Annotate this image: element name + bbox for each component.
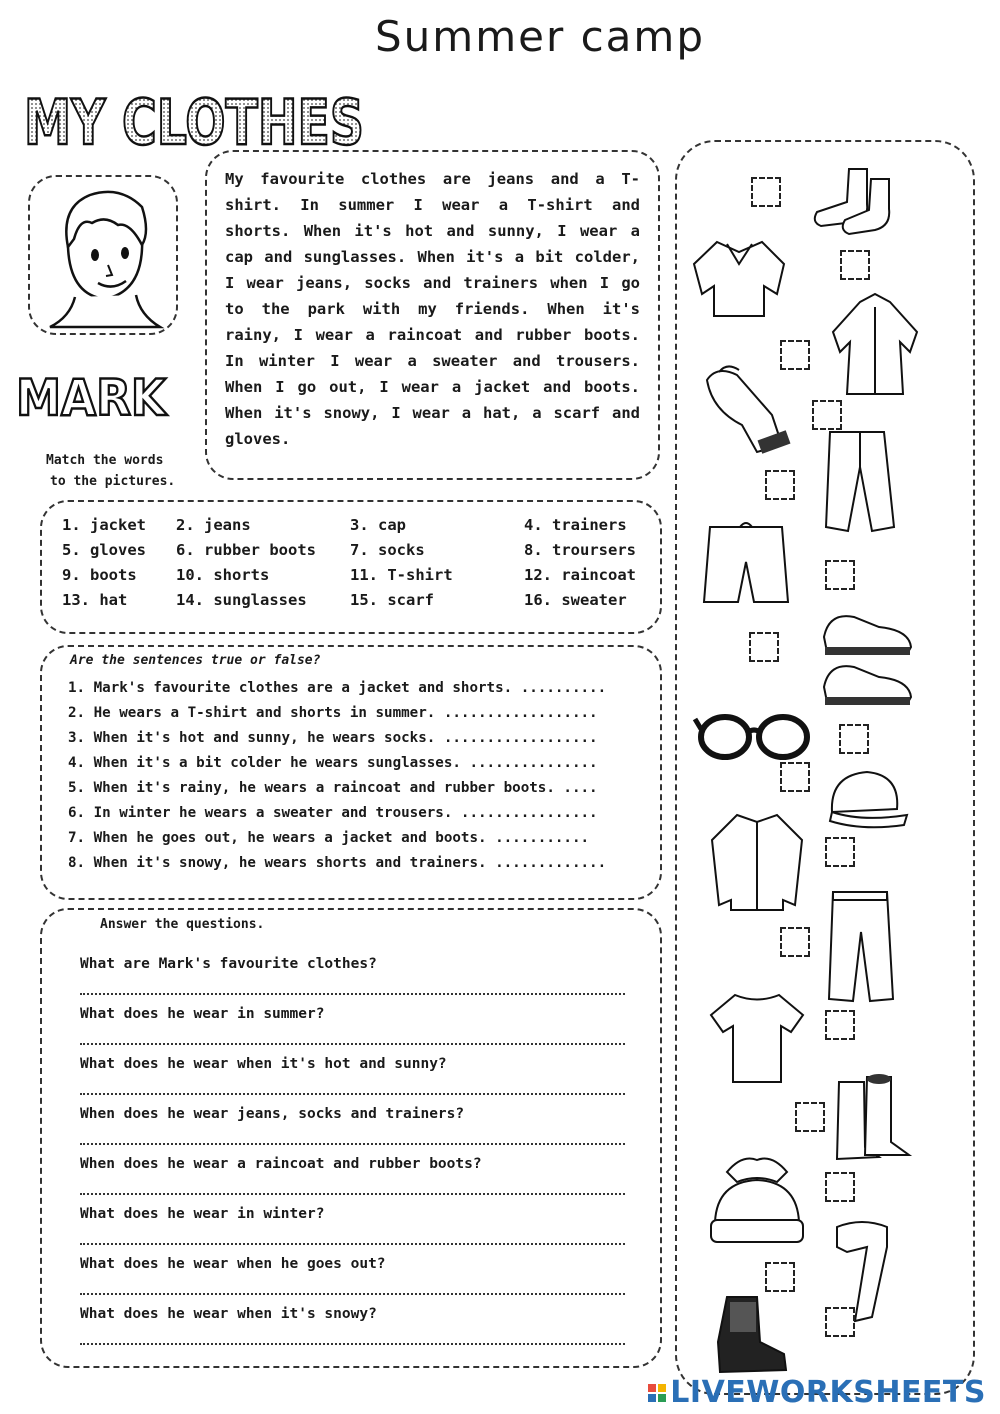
true-false-item[interactable]: 7. When he goes out, he wears a jacket and boots. ...........: [68, 830, 590, 846]
jacket-icon: [707, 810, 807, 915]
true-false-item[interactable]: 4. When it's a bit colder he wears sunglasses. ...............: [68, 755, 598, 771]
boy-portrait: [30, 177, 176, 333]
portrait-frame: [28, 175, 178, 335]
question: What does he wear when it's snowy?: [80, 1306, 377, 1322]
question: What does he wear in summer?: [80, 1006, 325, 1022]
logo-text: LIVEWORKSHEETS: [670, 1375, 986, 1410]
questions-section: [40, 908, 662, 1368]
answer-box[interactable]: [751, 177, 781, 207]
hat-icon: [707, 1152, 807, 1252]
pictures-panel: [675, 140, 975, 1395]
answer-line[interactable]: [80, 1093, 625, 1095]
instruction-line: to the pictures.: [50, 474, 176, 489]
worksheet-heading: [22, 82, 372, 157]
word-item: 7. socks: [350, 541, 425, 559]
true-false-item[interactable]: 3. When it's hot and sunny, he wears socks. ..................: [68, 730, 598, 746]
answer-box[interactable]: [780, 927, 810, 957]
question: When does he wear jeans, socks and trainers?: [80, 1106, 465, 1122]
answer-line[interactable]: [80, 1043, 625, 1045]
page-title: Summer camp: [375, 12, 705, 61]
true-false-item[interactable]: 5. When it's rainy, he wears a raincoat and rubber boots. ....: [68, 780, 598, 796]
name-text: MARK: [16, 369, 169, 427]
answer-box[interactable]: [825, 560, 855, 590]
trousers-icon: [825, 887, 900, 1007]
true-false-item[interactable]: 6. In winter he wears a sweater and trousers. ................: [68, 805, 598, 821]
question: What does he wear in winter?: [80, 1206, 325, 1222]
answer-line[interactable]: [80, 993, 625, 995]
true-false-item[interactable]: 2. He wears a T-shirt and shorts in summer. ..................: [68, 705, 598, 721]
word-item: 1. jacket: [62, 516, 146, 534]
answer-box[interactable]: [825, 1307, 855, 1337]
word-item: 5. gloves: [62, 541, 146, 559]
raincoat-icon: [825, 292, 925, 402]
answer-box[interactable]: [825, 1172, 855, 1202]
heading-text: MY CLOTHES: [24, 86, 364, 159]
shorts-icon: [702, 517, 792, 607]
answer-box[interactable]: [795, 1102, 825, 1132]
true-false-item[interactable]: 8. When it's snowy, he wears shorts and trainers. .............: [68, 855, 607, 871]
answer-line[interactable]: [80, 1343, 625, 1345]
word-item: 3. cap: [350, 516, 406, 534]
word-item: 11. T-shirt: [350, 566, 453, 584]
true-false-item[interactable]: 1. Mark's favourite clothes are a jacket and shorts. ..........: [68, 680, 607, 696]
word-item: 2. jeans: [176, 516, 251, 534]
answer-line[interactable]: [80, 1243, 625, 1245]
rubber-boots-icon: [829, 1067, 919, 1167]
answer-box[interactable]: [765, 1262, 795, 1292]
socks-icon: [809, 164, 909, 244]
word-list: [40, 500, 662, 634]
answer-box[interactable]: [780, 762, 810, 792]
true-false-title: Are the sentences true or false?: [70, 653, 321, 668]
question: What does he wear when he goes out?: [80, 1256, 386, 1272]
word-item: 4. trainers: [524, 516, 627, 534]
answer-line[interactable]: [80, 1293, 625, 1295]
logo-icon: [648, 1384, 666, 1402]
boots-icon: [712, 1292, 792, 1377]
word-item: 14. sunglasses: [176, 591, 307, 609]
word-item: 10. shorts: [176, 566, 270, 584]
sunglasses-icon: [695, 707, 815, 762]
answer-box[interactable]: [749, 632, 779, 662]
word-item: 15. scarf: [350, 591, 434, 609]
answer-box[interactable]: [839, 724, 869, 754]
word-item: 16. sweater: [524, 591, 627, 609]
word-item: 6. rubber boots: [176, 541, 316, 559]
jeans-icon: [822, 427, 902, 537]
answer-box[interactable]: [825, 1010, 855, 1040]
answer-line[interactable]: [80, 1143, 625, 1145]
answer-box[interactable]: [825, 837, 855, 867]
word-item: 8. troursers: [524, 541, 636, 559]
student-name: [14, 365, 174, 427]
story-text: My favourite clothes are jeans and a T-shirt. In summer I wear a T-shirt and shorts. When it's hot and sunny, I wear a cap and sunglasses. When it's a bit colder, I wear jeans, socks and trainers when I go to the park with my friends. When it's rainy, I wear a raincoat and rubber boots. In winter I wear a sweater and trousers. When I go out, I wear a jacket and boots. When it's snowy, I wear a hat, a scarf and gloves.: [205, 150, 660, 480]
question: What does he wear when it's hot and sunny?: [80, 1056, 447, 1072]
answer-box[interactable]: [812, 400, 842, 430]
cap-icon: [822, 767, 912, 837]
word-item: 13. hat: [62, 591, 128, 609]
answer-box[interactable]: [765, 470, 795, 500]
question: What are Mark's favourite clothes?: [80, 956, 377, 972]
word-item: 12. raincoat: [524, 566, 636, 584]
trainers-icon: [819, 602, 919, 707]
answer-box[interactable]: [840, 250, 870, 280]
instruction-line: Match the words: [46, 453, 164, 468]
answer-line[interactable]: [80, 1193, 625, 1195]
word-item: 9. boots: [62, 566, 137, 584]
gloves-icon: [697, 360, 812, 455]
tshirt-icon: [707, 990, 807, 1085]
liveworksheets-logo: [648, 1375, 986, 1410]
question: When does he wear a raincoat and rubber boots?: [80, 1156, 482, 1172]
match-instructions: [46, 450, 175, 492]
questions-title: Answer the questions.: [100, 917, 265, 932]
sweater-icon: [692, 234, 787, 319]
